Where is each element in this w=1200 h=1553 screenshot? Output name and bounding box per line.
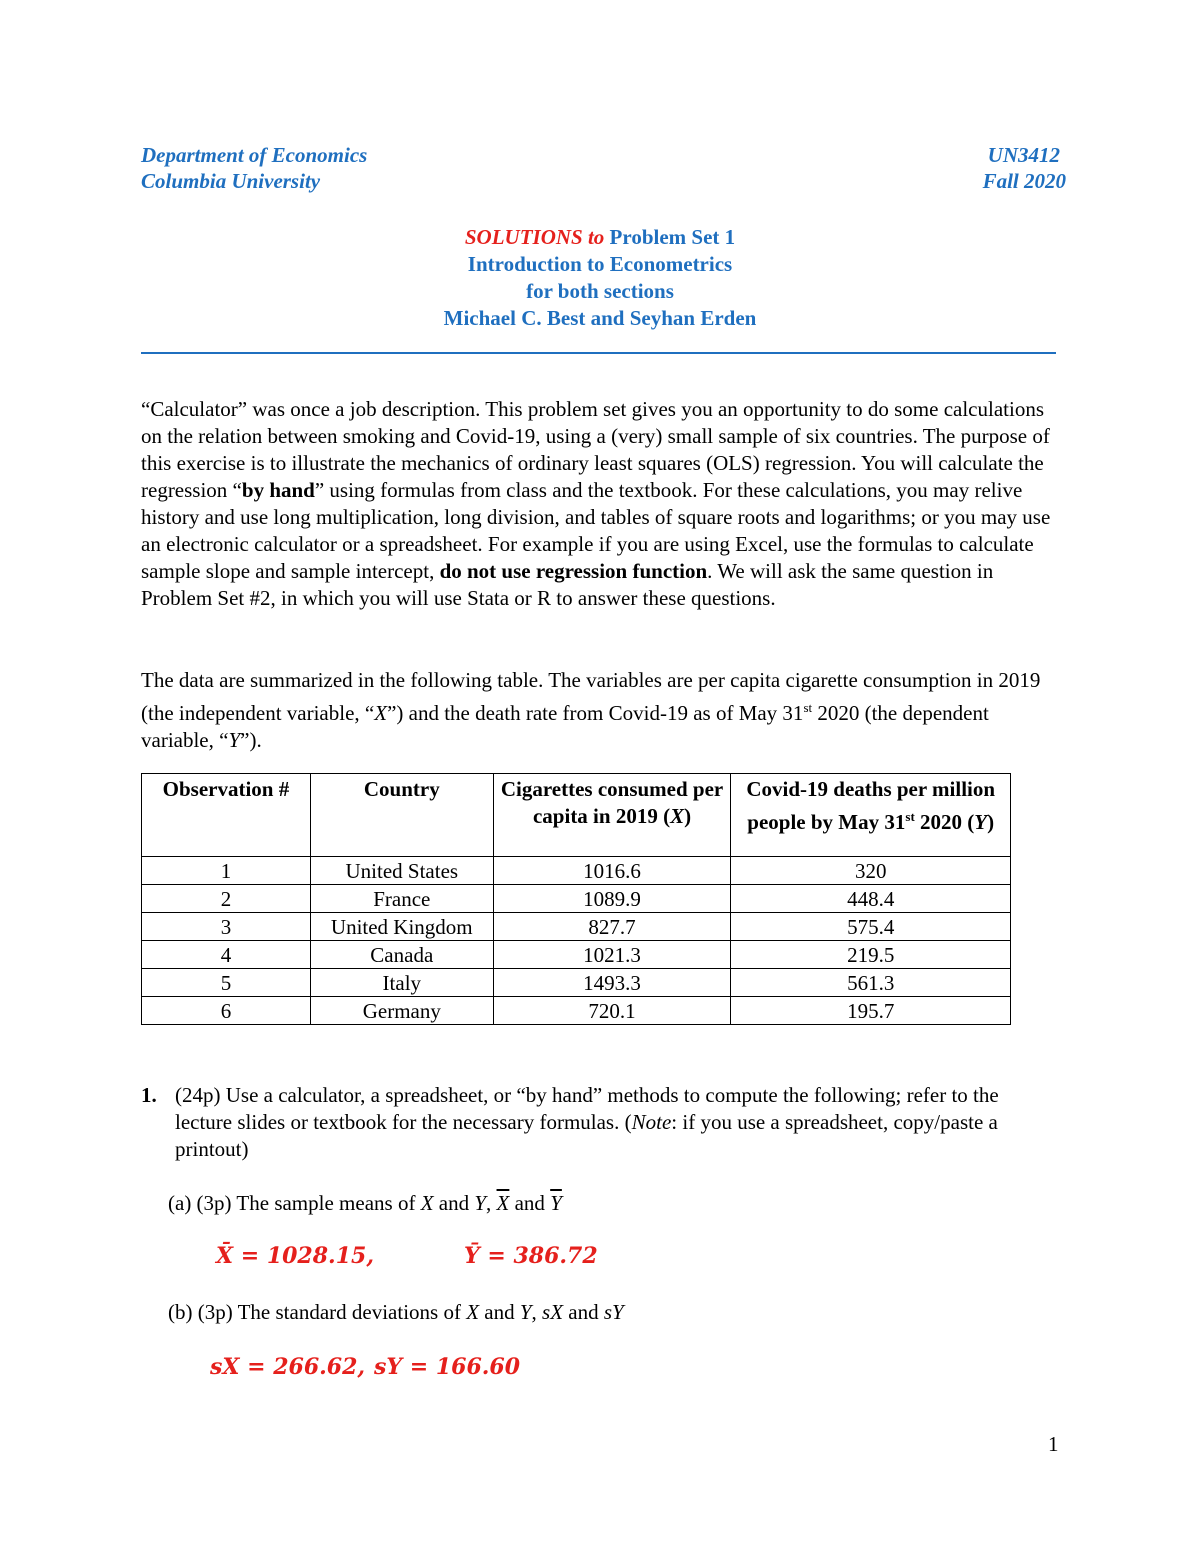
table-header-row <box>142 774 1011 857</box>
answer-1a-xbar: X̄ = 1028.15, <box>216 1243 374 1269</box>
title-line-2: Introduction to Econometrics <box>467 252 733 276</box>
table-row: 6 Germany 720.1 195.7 <box>142 997 1011 1025</box>
table-row: 3 United Kingdom 827.7 575.4 <box>142 913 1011 941</box>
problem-set-label: Problem Set 1 <box>604 225 736 249</box>
header-country: Country <box>310 774 493 857</box>
intro-paragraph-1: “Calculator” was once a job description. This problem set gives you an opportunity to do some calculations on the relation between smoking and Covid-19, using a (very) small sample of six countries. The purpose of this exercise is to illustrate the mechanics of ordinary least squares (OLS) regression. You will calculate the regression “by hand” using formulas from class and the textbook. For these calculations, you may relive history and use long multiplication, long division, and tables of square roots and logarithms; or you may use an electronic calculator or a spreadsheet. For example if you are using Excel, use the formulas to calculate sample slope and sample intercept, do not use regression function. We will ask the same question in Problem Set #2, in which you will use Stata or R to answer these questions. <box>141 397 1051 610</box>
question-1-text: (24p) Use a calculator, a spreadsheet, or “by hand” methods to compute the following; refer to the lecture slides or textbook for the necessary formulas. (Note: if you use a spreadsheet, copy/paste a printout) <box>175 1083 999 1161</box>
table-row: 4 Canada 1021.3 219.5 <box>142 941 1011 969</box>
table-row: 5 Italy 1493.3 561.3 <box>142 969 1011 997</box>
page-number: 1 <box>1048 1432 1059 1456</box>
title-line-3: for both sections <box>526 279 674 303</box>
question-1b: (b) (3p) The standard deviations of X and Y, sX and sY <box>168 1300 624 1324</box>
question-1a: (a) (3p) The sample means of X and Y, $\overline{X}$ and $\overline{Y}$ <box>168 1191 562 1215</box>
answer-1b-sx: sX = 266.62, <box>210 1354 366 1380</box>
no-regression-emphasis: do not use regression function <box>439 559 708 583</box>
department-name: Department of Economics <box>141 143 368 167</box>
by-hand-emphasis: by hand <box>241 478 315 502</box>
header-observation: Observation # <box>142 774 311 857</box>
question-1-number: 1. <box>141 1083 157 1107</box>
term: Fall 2020 <box>982 169 1066 193</box>
header-covid-deaths: Covid-19 deaths per million people by May 31st 2020 (Y) <box>731 774 1011 857</box>
title-line-4: Michael C. Best and Seyhan Erden <box>443 306 757 330</box>
data-table <box>141 773 1011 1025</box>
header-rule <box>141 352 1056 354</box>
university-name: Columbia University <box>141 169 321 193</box>
header-cigarettes: Cigarettes consumed per capita in 2019 (X) <box>493 774 731 857</box>
answer-1a-ybar: Ȳ = 386.72 <box>464 1243 598 1269</box>
course-code: UN3412 <box>987 143 1060 167</box>
solutions-label: SOLUTIONS to <box>464 225 605 249</box>
intro-paragraph-2: The data are summarized in the following table. The variables are per capita cigarette consumption in 2019 (the independent variable, “X”) and the death rate from Covid-19 as of May 31st 2020 (the dependent variable, “Y”). <box>141 668 1041 752</box>
table-row: 2 France 1089.9 448.4 <box>142 885 1011 913</box>
answer-1b-sy: sY = 166.60 <box>374 1354 521 1380</box>
title-line-1 <box>0 225 1200 250</box>
table-row: 1 United States 1016.6 320 <box>142 857 1011 885</box>
